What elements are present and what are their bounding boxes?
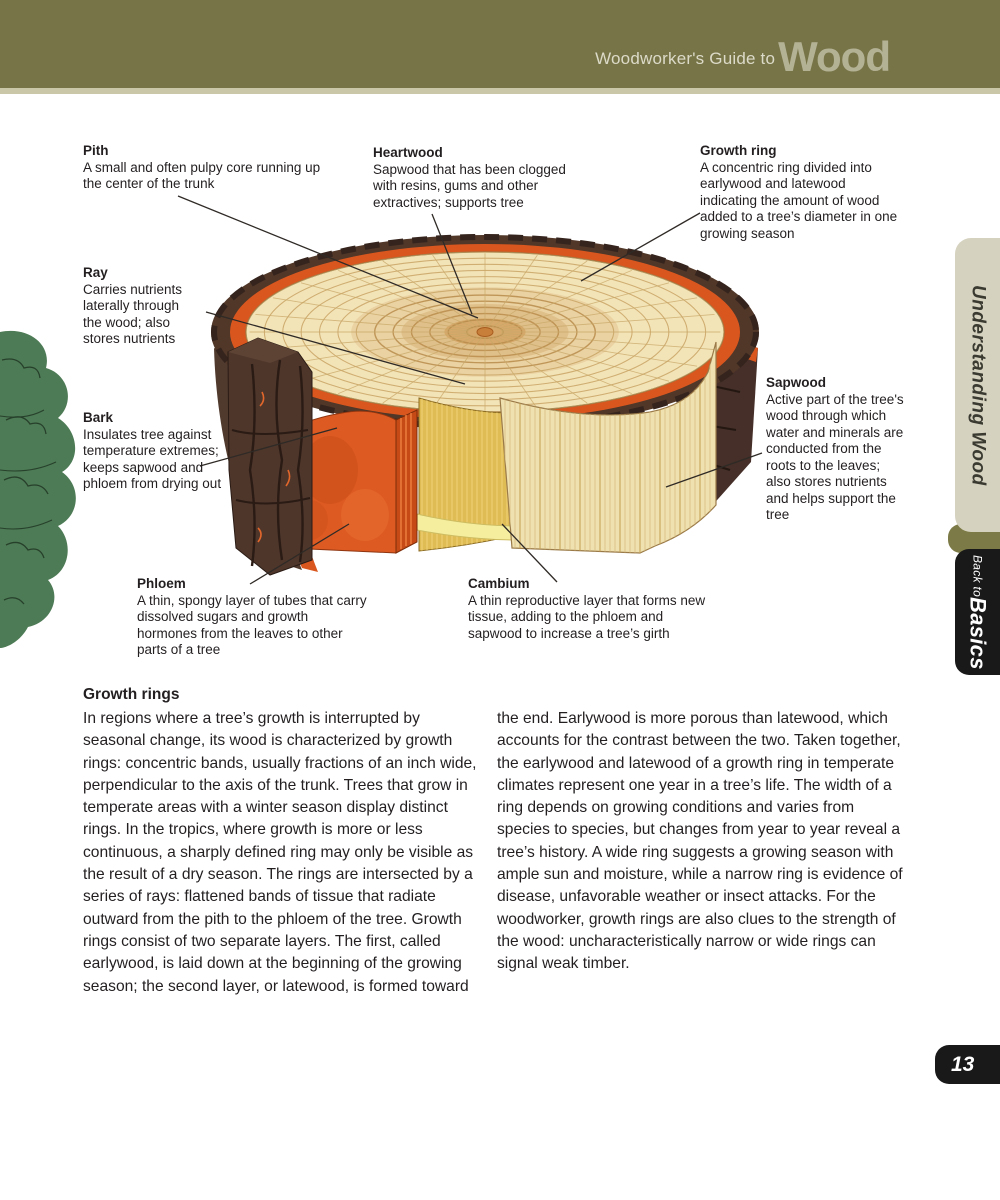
label-phloem <box>137 576 367 659</box>
label-ray <box>83 265 201 348</box>
label-bark <box>83 410 228 493</box>
label-ray-title: Ray <box>83 265 108 280</box>
label-cambium-text: A thin reproductive layer that forms new tissue, adding to the phloem and sapwood to increase a tree’s girth <box>468 592 706 641</box>
label-pith-title: Pith <box>83 143 109 158</box>
label-ray-text: Carries nutrients laterally through the wood; also stores nutrients <box>83 281 183 346</box>
label-pith <box>83 143 328 193</box>
pith-center <box>477 328 493 337</box>
header-pretitle: Woodworker's Guide to <box>595 49 776 68</box>
label-growth-ring-title: Growth ring <box>700 143 777 158</box>
article-heading: Growth rings <box>83 686 180 703</box>
label-sapwood <box>766 375 908 524</box>
label-heartwood <box>373 145 578 211</box>
header-title: Wood <box>778 33 890 81</box>
label-sapwood-title: Sapwood <box>766 375 826 390</box>
tab-back-to-label: Back to <box>970 554 985 597</box>
article-col-left: In regions where a tree’s growth is interrupted by seasonal change, its wood is characterized by growth rings: concentric bands, usually fractions of an inch wide, perpendicular to the axis of the trunk. Trees that grow in temperate areas with a winter season display distinct rings. In the tropics, where growth is more or less continuous, a sharply defined ring may only be visible as the result of a dry season. The rings are intersected by a series of rays: flattened bands of tissue that radiate outward from the pith to the phloem of the tree. Growth rings consist of two separate layers. The first, called earlywood, is laid down at the beginning of the growing season; the second layer, or latewood, is formed toward <box>83 710 477 995</box>
label-bark-text: Insulates tree against temperature extremes; keeps sapwood and phloem from drying out <box>83 426 222 491</box>
foliage-illustration <box>0 331 76 648</box>
label-bark-title: Bark <box>83 410 114 425</box>
label-growth-ring-text: A concentric ring divided into earlywood and latewood indicating the amount of wood added to a tree’s diameter in one growing season <box>700 159 898 241</box>
tab-basics-label: Basics <box>965 596 991 670</box>
label-cambium-title: Cambium <box>468 576 530 591</box>
page-number-tab <box>935 1045 1000 1084</box>
tab-understanding-wood <box>955 238 1000 532</box>
label-growth-ring <box>700 143 900 242</box>
label-cambium <box>468 576 713 642</box>
label-sapwood-text: Active part of the tree's wood through which water and minerals are conducted from the roots to the leaves; also stores nutrients and helps support the tree <box>766 391 904 522</box>
tab-back-to-basics <box>955 549 1000 675</box>
label-phloem-title: Phloem <box>137 576 186 591</box>
bark-slab <box>228 338 312 575</box>
label-heartwood-title: Heartwood <box>373 145 443 160</box>
label-phloem-text: A thin, spongy layer of tubes that carry dissolved sugars and growth hormones from the leaves to other parts of a tree <box>137 592 367 657</box>
page-number: 13 <box>951 1052 975 1076</box>
tab-understanding-wood-label: Understanding Wood <box>967 284 989 486</box>
label-pith-text: A small and often pulpy core running up the center of the trunk <box>83 159 321 191</box>
article-col-right: the end. Earlywood is more porous than latewood, which accounts for the contrast between the two. Taken together, the earlywood and latewood of a growth ring in temperate climates represent one year in a tree’s life. The width of a ring depends on growing conditions and varies from species to species, but changes from year to year reveal a tree’s history. A wide ring suggests a growing season with ample sun and moisture, while a narrow ring is evidence of disease, unfavorable weather or insect attacks. For the woodworker, growth rings are also clues to the strength of the wood: uncharacteristically narrow or wide rings can signal weak timber. <box>497 710 903 973</box>
label-heartwood-text: Sapwood that has been clogged with resins, gums and other extractives; supports tree <box>373 161 566 210</box>
